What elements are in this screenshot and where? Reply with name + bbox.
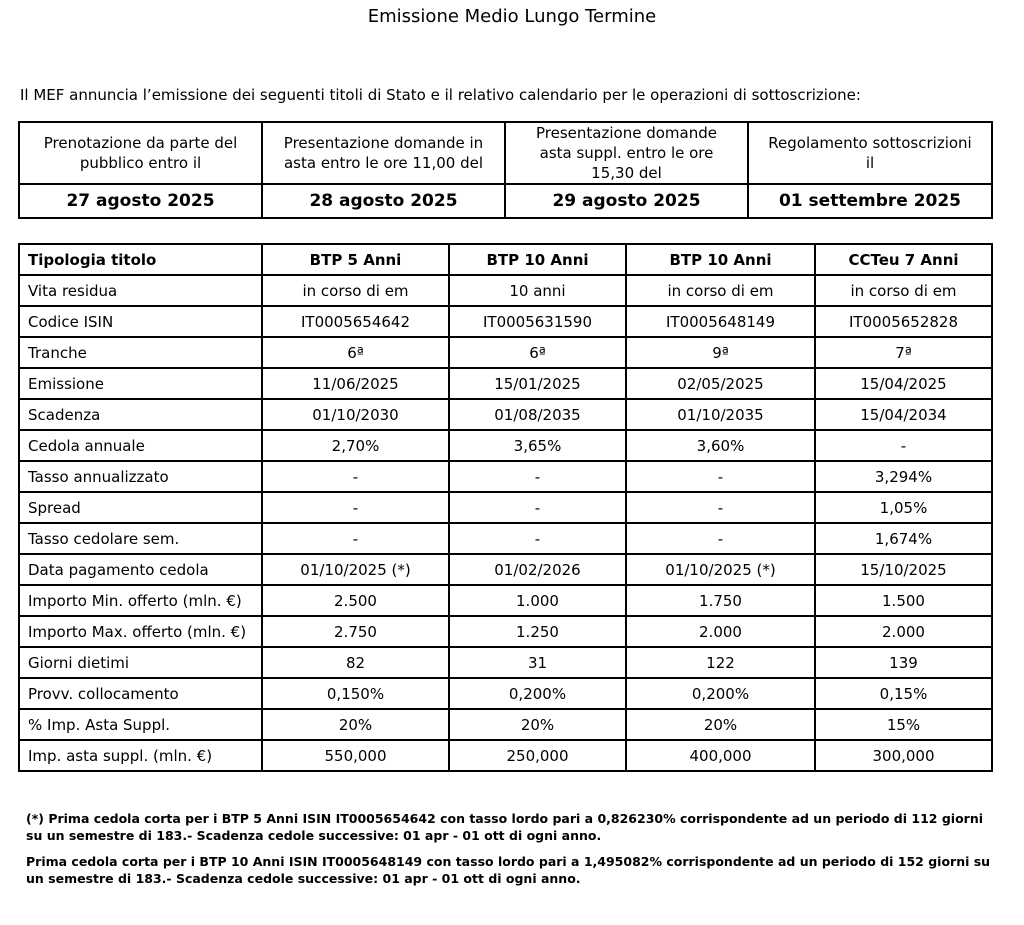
row-label: % Imp. Asta Suppl.: [19, 709, 262, 740]
table-cell: 3,294%: [815, 461, 992, 492]
calendar-date: 29 agosto 2025: [505, 184, 748, 218]
table-cell: 2.750: [262, 616, 449, 647]
calendar-header: Regolamento sottoscrizioni il: [748, 122, 992, 184]
table-row: [19, 647, 992, 678]
table-cell: 6ª: [449, 337, 626, 368]
row-label: Giorni dietimi: [19, 647, 262, 678]
table-header-row: [19, 244, 992, 275]
table-cell: 7ª: [815, 337, 992, 368]
table-cell: -: [449, 523, 626, 554]
page-title: Emissione Medio Lungo Termine: [367, 6, 657, 27]
row-label: Imp. asta suppl. (mln. €): [19, 740, 262, 771]
table-cell: 1.750: [626, 585, 815, 616]
table-row: [19, 461, 992, 492]
row-label: Tranche: [19, 337, 262, 368]
row-label: Codice ISIN: [19, 306, 262, 337]
table-cell: 02/05/2025: [626, 368, 815, 399]
table-cell: 250,000: [449, 740, 626, 771]
row-label: Importo Min. offerto (mln. €): [19, 585, 262, 616]
calendar-date: 27 agosto 2025: [19, 184, 262, 218]
table-row: [19, 399, 992, 430]
table-row: [19, 616, 992, 647]
table-cell: BTP 10 Anni: [626, 244, 815, 275]
table-row: [19, 740, 992, 771]
calendar-date-row: [19, 184, 992, 218]
table-cell: 139: [815, 647, 992, 678]
table-cell: 0,200%: [449, 678, 626, 709]
table-cell: 9ª: [626, 337, 815, 368]
table-cell: 2,70%: [262, 430, 449, 461]
table-cell: 20%: [449, 709, 626, 740]
table-cell: 1.000: [449, 585, 626, 616]
table-cell: 01/10/2035: [626, 399, 815, 430]
table-cell: 1,674%: [815, 523, 992, 554]
table-cell: 20%: [262, 709, 449, 740]
table-cell: in corso di em: [262, 275, 449, 306]
table-row: [19, 368, 992, 399]
table-cell: 122: [626, 647, 815, 678]
table-cell: CCTeu 7 Anni: [815, 244, 992, 275]
table-cell: BTP 5 Anni: [262, 244, 449, 275]
footnote: (*) Prima cedola corta per i BTP 5 Anni ISIN IT0005654642 con tasso lordo pari a 0,826230% corrispondente ad un periodo di 112 giorni su un semestre di 183.- Scadenza cedole successive: 01 apr - 01 ott di ogni anno.: [26, 811, 984, 843]
table-cell: -: [262, 523, 449, 554]
table-row: [19, 585, 992, 616]
row-label: Tasso annualizzato: [19, 461, 262, 492]
table-cell: IT0005652828: [815, 306, 992, 337]
row-label: Vita residua: [19, 275, 262, 306]
calendar-date: 01 settembre 2025: [748, 184, 992, 218]
table-cell: 0,150%: [262, 678, 449, 709]
row-label: Cedola annuale: [19, 430, 262, 461]
row-label: Data pagamento cedola: [19, 554, 262, 585]
table-cell: -: [815, 430, 992, 461]
calendar-header: Prenotazione da parte del pubblico entro il: [19, 122, 262, 184]
table-cell: 10 anni: [449, 275, 626, 306]
table-cell: 550,000: [262, 740, 449, 771]
table-cell: 400,000: [626, 740, 815, 771]
row-label: Scadenza: [19, 399, 262, 430]
table-cell: BTP 10 Anni: [449, 244, 626, 275]
table-cell: 2.500: [262, 585, 449, 616]
table-cell: 15/04/2034: [815, 399, 992, 430]
calendar-header: Presentazione domande in asta entro le ore 11,00 del: [262, 122, 505, 184]
securities-table: [18, 243, 993, 772]
table-cell: 1.250: [449, 616, 626, 647]
table-cell: 20%: [626, 709, 815, 740]
table-cell: 15/10/2025: [815, 554, 992, 585]
table-cell: 15/01/2025: [449, 368, 626, 399]
table-cell: 11/06/2025: [262, 368, 449, 399]
table-cell: 3,65%: [449, 430, 626, 461]
calendar-table: [18, 121, 993, 219]
row-label: Spread: [19, 492, 262, 523]
table-row: [19, 275, 992, 306]
row-label: Tasso cedolare sem.: [19, 523, 262, 554]
calendar-header: Presentazione domande asta suppl. entro le ore 15,30 del: [505, 122, 748, 184]
table-cell: 6ª: [262, 337, 449, 368]
row-label: Provv. collocamento: [19, 678, 262, 709]
table-cell: -: [262, 492, 449, 523]
table-cell: in corso di em: [815, 275, 992, 306]
table-row: [19, 554, 992, 585]
table-row: [19, 709, 992, 740]
calendar-date: 28 agosto 2025: [262, 184, 505, 218]
table-row: [19, 337, 992, 368]
table-cell: 0,200%: [626, 678, 815, 709]
table-cell: 1.500: [815, 585, 992, 616]
table-cell: 82: [262, 647, 449, 678]
table-row: [19, 678, 992, 709]
table-cell: 01/10/2030: [262, 399, 449, 430]
table-cell: 01/02/2026: [449, 554, 626, 585]
table-cell: -: [626, 492, 815, 523]
table-cell: 01/08/2035: [449, 399, 626, 430]
table-row: [19, 430, 992, 461]
table-cell: IT0005654642: [262, 306, 449, 337]
table-cell: 01/10/2025 (*): [626, 554, 815, 585]
table-cell: 31: [449, 647, 626, 678]
table-cell: 300,000: [815, 740, 992, 771]
calendar-header-row: [19, 122, 992, 184]
row-label: Tipologia titolo: [19, 244, 262, 275]
table-cell: 2.000: [815, 616, 992, 647]
row-label: Emissione: [19, 368, 262, 399]
footnote: Prima cedola corta per i BTP 10 Anni ISIN IT0005648149 con tasso lordo pari a 1,495082% corrispondente ad un periodo di 152 giorni su un semestre di 183.- Scadenza cedole successive: 01 apr - 01 ott di ogni anno.: [26, 854, 991, 886]
table-cell: -: [626, 461, 815, 492]
table-cell: in corso di em: [626, 275, 815, 306]
table-cell: -: [262, 461, 449, 492]
intro-text: Il MEF annuncia l’emissione dei seguenti titoli di Stato e il relativo calendario per le operazioni di sottoscrizione:: [20, 86, 861, 104]
table-cell: IT0005631590: [449, 306, 626, 337]
table-cell: 3,60%: [626, 430, 815, 461]
table-cell: 2.000: [626, 616, 815, 647]
table-cell: 15%: [815, 709, 992, 740]
table-cell: -: [626, 523, 815, 554]
table-cell: -: [449, 492, 626, 523]
table-cell: IT0005648149: [626, 306, 815, 337]
table-row: [19, 306, 992, 337]
row-label: Importo Max. offerto (mln. €): [19, 616, 262, 647]
table-cell: 01/10/2025 (*): [262, 554, 449, 585]
table-cell: 1,05%: [815, 492, 992, 523]
table-cell: 15/04/2025: [815, 368, 992, 399]
table-cell: -: [449, 461, 626, 492]
table-cell: 0,15%: [815, 678, 992, 709]
table-row: [19, 492, 992, 523]
table-row: [19, 523, 992, 554]
